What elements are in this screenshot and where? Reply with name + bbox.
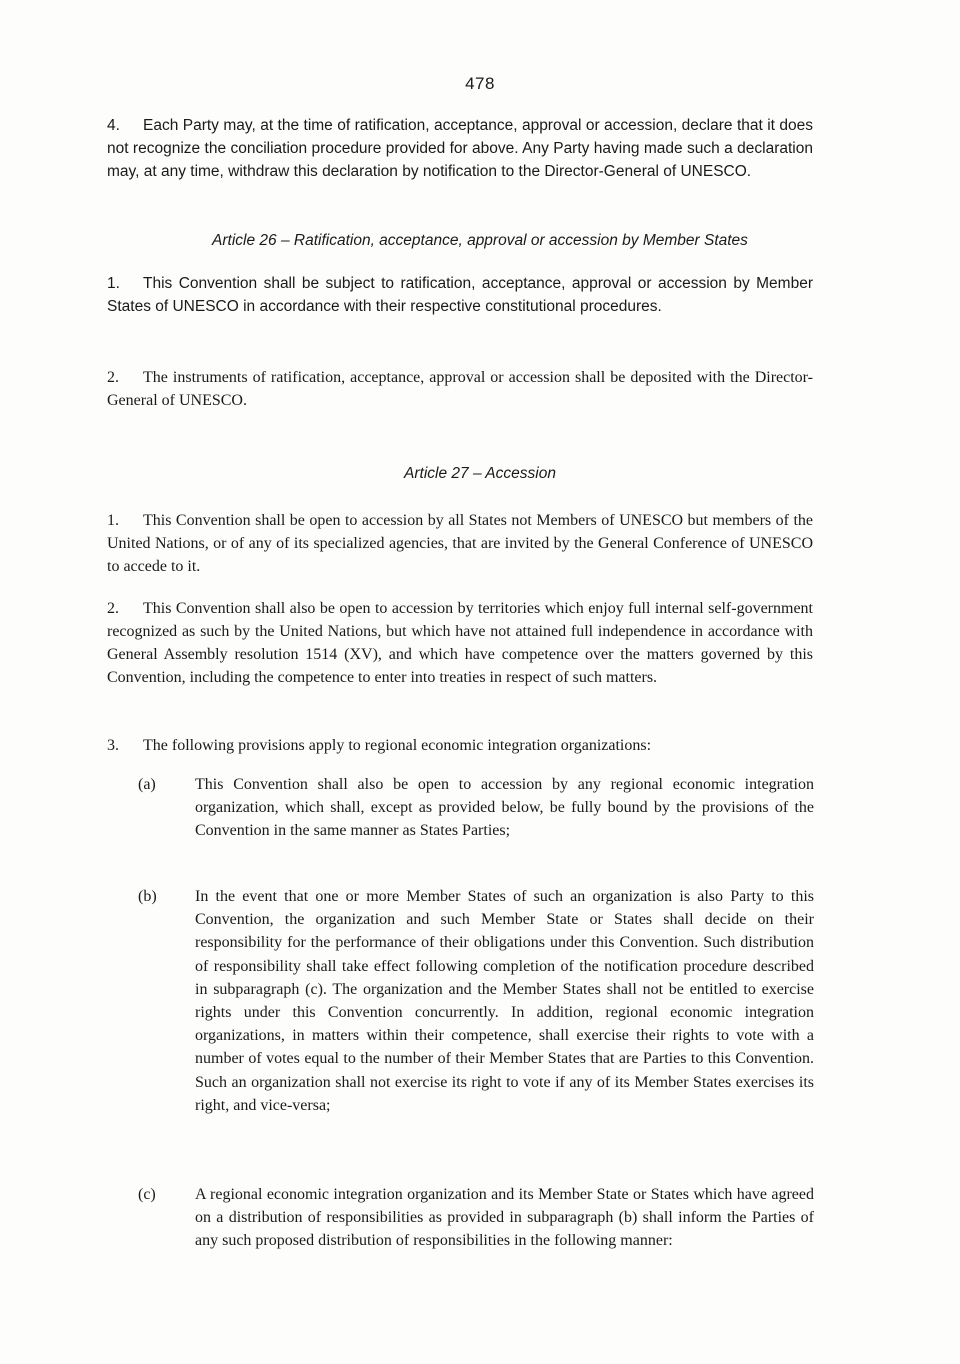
paragraph-text: The following provisions apply to regional economic integration organizations: xyxy=(143,737,652,754)
article-26-paragraph-1 xyxy=(107,272,813,318)
paragraph-text: This Convention shall be open to accession by all States not Members of UNESCO but members of the United Nations, or of any of its specialized agencies, that are invited by the General Conference of UNESCO to accede to it. xyxy=(107,512,813,575)
paragraph-number: 3. xyxy=(107,737,119,754)
paragraph-number: 2. xyxy=(107,600,119,617)
subparagraph-a xyxy=(138,773,814,843)
subparagraph-b xyxy=(138,885,814,1117)
article-27-paragraph-1 xyxy=(107,509,813,578)
article-27-paragraph-2 xyxy=(107,597,813,689)
paragraph-text: This Convention shall be subject to ratification, acceptance, approval or accession by Member States of UNESCO in accordance with their respective constitutional procedures. xyxy=(107,275,813,315)
subparagraph-label: (c) xyxy=(138,1186,156,1203)
subparagraph-c xyxy=(138,1183,814,1253)
subparagraph-label: (a) xyxy=(138,776,156,793)
paragraph-text: Each Party may, at the time of ratification, acceptance, approval or accession, declare that it does not recognize the conciliation procedure provided for above. Any Party having made such a declaration may, at any time, withdraw this declaration by notification to the Director-General of UNESCO. xyxy=(107,117,813,180)
paragraph-text: The instruments of ratification, acceptance, approval or accession shall be deposited with the Director-General of UNESCO. xyxy=(107,369,813,409)
paragraph-text: This Convention shall also be open to accession by territories which enjoy full internal self-government recognized as such by the United Nations, but which have not attained full independence in accordance with General Assembly resolution 1514 (XV), and which have competence over the matters governed by this Convention, including the competence to enter into treaties in respect of such matters. xyxy=(107,600,813,686)
paragraph-number: 1. xyxy=(107,275,120,292)
subparagraph-text: In the event that one or more Member States of such an organization is also Party to this Convention, the organization and such Member State or States shall decide on their responsibility for the performance of their obligations under this Convention. Such distribution of responsibility shall take effect following completion of the notification procedure described in subparagraph (c). The organization and the Member States shall not be entitled to exercise rights under this Convention concurrently. In addition, regional economic integration organizations, in matters within their competence, shall exercise their rights to vote with a number of votes equal to the number of their Member States that are Parties to this Convention. Such an organization shall not exercise its right to vote if any of its Member States exercises its right, and vice-versa; xyxy=(195,888,814,1114)
paragraph-number: 4. xyxy=(107,117,120,134)
subparagraph-text: This Convention shall also be open to accession by any regional economic integration organization, which shall, except as provided below, be fully bound by the provisions of the Convention in the same manner as States Parties; xyxy=(195,776,814,840)
page-number: 478 xyxy=(465,74,495,93)
article-26-heading: Article 26 – Ratification, acceptance, approval or accession by Member States xyxy=(212,232,748,249)
subparagraph-label: (b) xyxy=(138,888,157,905)
subparagraph-text: A regional economic integration organization and its Member State or States which have agreed on a distribution of responsibilities as provided in subparagraph (b) shall inform the Parties of any such proposed distribution of responsibilities in the following manner: xyxy=(195,1186,814,1250)
paragraph-number: 1. xyxy=(107,512,119,529)
paragraph-4 xyxy=(107,114,813,183)
article-26-paragraph-2 xyxy=(107,366,813,412)
article-27-paragraph-3 xyxy=(107,734,813,757)
paragraph-number: 2. xyxy=(107,369,119,386)
article-27-heading: Article 27 – Accession xyxy=(404,465,556,482)
